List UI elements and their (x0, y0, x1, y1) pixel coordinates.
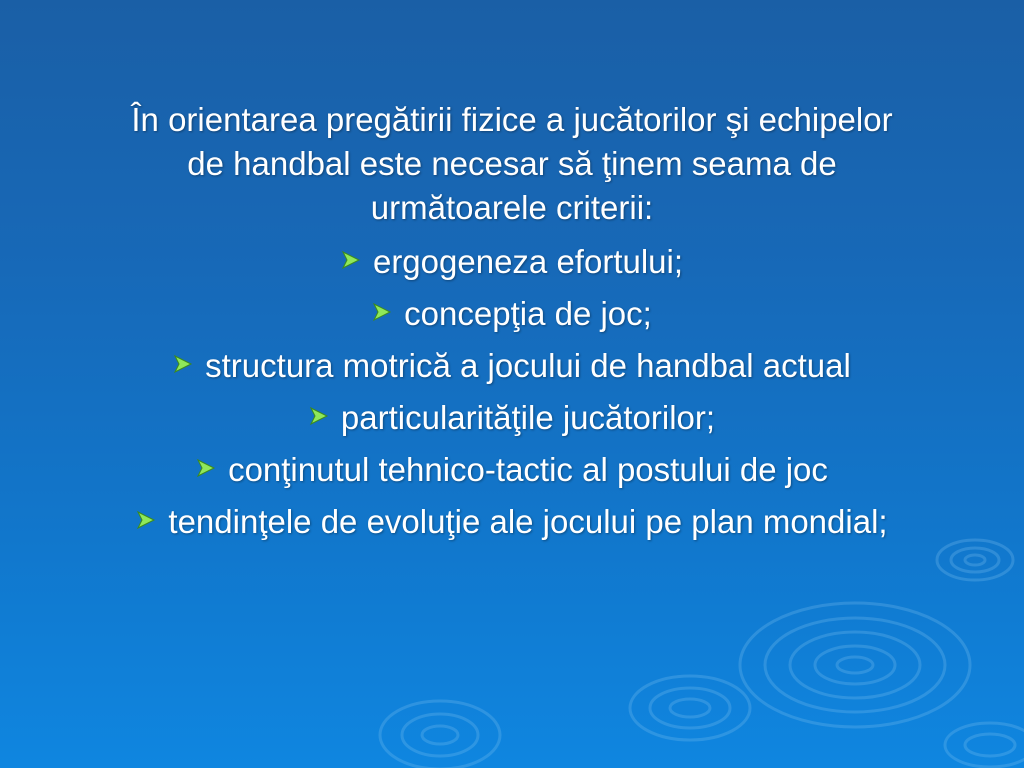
list-item-label: tendinţele de evoluţie ale jocului pe plan mondial; (168, 503, 888, 540)
arrow-bullet-icon (173, 354, 193, 374)
list-item-label: structura motrică a jocului de handbal actual (205, 347, 851, 384)
arrow-bullet-icon (341, 250, 361, 270)
list-item (40, 288, 984, 340)
list-item-label: particularităţile jucătorilor; (340, 399, 716, 436)
arrow-bullet-icon (136, 510, 156, 530)
arrow-bullet-icon (309, 406, 329, 426)
list-item-label: ergogeneza efortului; (372, 243, 684, 280)
arrow-bullet-icon (372, 302, 392, 322)
intro-line: În orientarea pregătirii fizice a jucătorilor şi echipelor (131, 101, 893, 138)
slide-content (40, 98, 984, 548)
list-item (40, 496, 984, 548)
list-item (40, 392, 984, 444)
list-item (40, 444, 984, 496)
intro-paragraph (40, 98, 984, 230)
criteria-list (40, 236, 984, 548)
list-item (40, 236, 984, 288)
list-item-label: concepţia de joc; (404, 295, 652, 332)
list-item (40, 340, 984, 392)
arrow-bullet-icon (196, 458, 216, 478)
intro-line: următoarele criterii: (370, 189, 654, 226)
intro-line: de handbal este necesar să ţinem seama de (187, 145, 837, 182)
list-item-label: conţinutul tehnico-tactic al postului de joc (228, 451, 828, 488)
